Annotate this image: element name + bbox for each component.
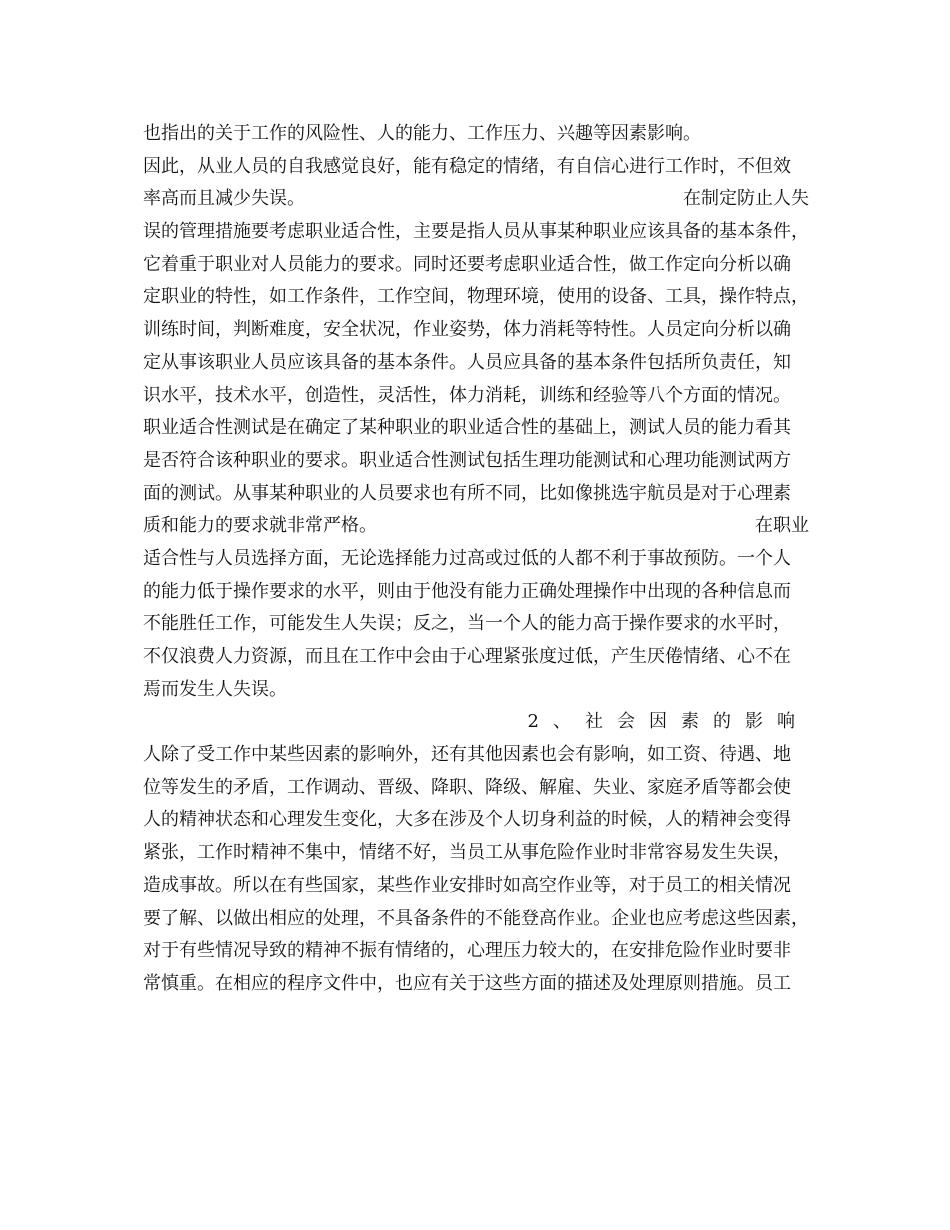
text-line-3-right: 在制定防止人失 — [683, 188, 809, 210]
text-line-15-content: 的能力低于操作要求的水平，则由于他没有能力正确处理操作中出现的各种信息而 — [143, 580, 791, 602]
text-line-13 — [143, 510, 823, 543]
section-heading-line — [143, 706, 823, 739]
text-line-12 — [143, 478, 823, 511]
text-line-20 — [143, 739, 823, 772]
text-line-10-content: 职业适合性测试是在确定了某种职业的职业适合性的基础上，测试人员的能力看其 — [143, 417, 791, 439]
text-line-21 — [143, 772, 823, 805]
text-line-1-content: 也指出的关于工作的风险性、人的能力、工作压力、兴趣等因素影响。 — [143, 123, 701, 144]
text-line-12-content: 面的测试。从事某种职业的人员要求也有所不同，比如像挑选宇航员是对于心理素 — [143, 482, 791, 504]
text-line-13-right: 在职业 — [755, 515, 809, 537]
text-line-23-content: 紧张，工作时精神不集中，情绪不好，当员工从事危险作业时非常容易发生失误， — [143, 842, 791, 864]
text-line-26-content: 对于有些情况导致的精神不振有情绪的，心理压力较大的，在安排危险作业时要非 — [143, 940, 791, 962]
text-line-14-content: 适合性与人员选择方面，无论选择能力过高或过低的人都不利于事故预防。一个人 — [143, 547, 791, 569]
text-line-9-content: 识水平，技术水平，创造性，灵活性，体力消耗，训练和经验等八个方面的情况。 — [143, 384, 791, 406]
text-line-2-content: 因此，从业人员的自我感觉良好，能有稳定的情绪，有自信心进行工作时，不但效 — [143, 155, 791, 177]
text-line-4 — [143, 216, 823, 249]
text-line-8 — [143, 347, 823, 380]
text-line-25 — [143, 903, 823, 936]
text-line-27-content: 常慎重。在相应的程序文件中，也应有关于这些方面的描述及处理原则措施。员工 — [143, 972, 791, 994]
text-line-5-content: 它着重于职业对人员能力的要求。同时还要考虑职业适合性，做工作定向分析以确 — [143, 253, 791, 275]
text-line-11-content: 是否符合该种职业的要求。职业适合性测试包括生理功能测试和心理功能测试两方 — [143, 449, 791, 471]
text-line-23 — [143, 837, 823, 870]
text-line-22-content: 人的精神状态和心理发生变化，大多在涉及个人切身利益的时候，人的精神会变得 — [143, 809, 791, 831]
text-line-25-content: 要了解、以做出相应的处理，不具备条件的不能登高作业。企业也应考虑这些因素， — [143, 907, 809, 929]
text-line-7-content: 训练时间，判断难度，安全状况，作业姿势，体力消耗等特性。人员定向分析以确 — [143, 319, 791, 341]
text-line-11 — [143, 445, 823, 478]
section-heading: 2、社会因素的影响 — [527, 711, 809, 733]
text-line-16 — [143, 608, 823, 641]
text-line-1 — [143, 118, 823, 151]
text-line-26 — [143, 935, 823, 968]
text-line-6 — [143, 281, 823, 314]
text-line-17-content: 不仅浪费人力资源，而且在工作中会由于心理紧张度过低，产生厌倦情绪、心不在 — [143, 646, 791, 667]
text-line-27 — [143, 968, 823, 1001]
text-line-3 — [143, 183, 823, 216]
text-line-5 — [143, 249, 823, 282]
text-line-21-content: 位等发生的矛盾，工作调动、晋级、降职、降级、解雇、失业、家庭矛盾等都会使 — [143, 776, 791, 798]
text-line-15 — [143, 576, 823, 609]
text-line-9 — [143, 380, 823, 413]
text-line-18-content: 焉而发生人失误。 — [143, 678, 287, 700]
text-line-20-content: 人除了受工作中某些因素的影响外，还有其他因素也会有影响，如工资、待遇、地 — [143, 744, 791, 766]
text-line-14 — [143, 543, 823, 576]
text-line-24-content: 造成事故。所以在有些国家，某些作业安排时如高空作业等，对于员工的相关情况 — [143, 874, 791, 896]
text-line-10 — [143, 412, 823, 445]
text-line-24 — [143, 870, 823, 903]
text-line-16-content: 不能胜任工作，可能发生人失误；反之，当一个人的能力高于操作要求的水平时， — [143, 613, 791, 635]
text-line-13-content: 质和能力的要求就非常严格。 — [143, 515, 377, 537]
text-line-22 — [143, 804, 823, 837]
text-line-18 — [143, 674, 823, 707]
text-line-6-content: 定职业的特性，如工作条件，工作空间，物理环境，使用的设备、工具，操作特点， — [143, 286, 809, 308]
text-line-17 — [143, 641, 823, 674]
text-line-8-content: 定从事该职业人员应该具备的基本条件。人员应具备的基本条件包括所负责任，知 — [143, 351, 791, 373]
text-body — [143, 118, 823, 1001]
text-line-2 — [143, 151, 823, 184]
text-line-4-content: 误的管理措施要考虑职业适合性，主要是指人员从事某种职业应该具备的基本条件， — [143, 221, 809, 243]
text-line-7 — [143, 314, 823, 347]
text-line-3-content: 率高而且减少失误。 — [143, 188, 305, 210]
